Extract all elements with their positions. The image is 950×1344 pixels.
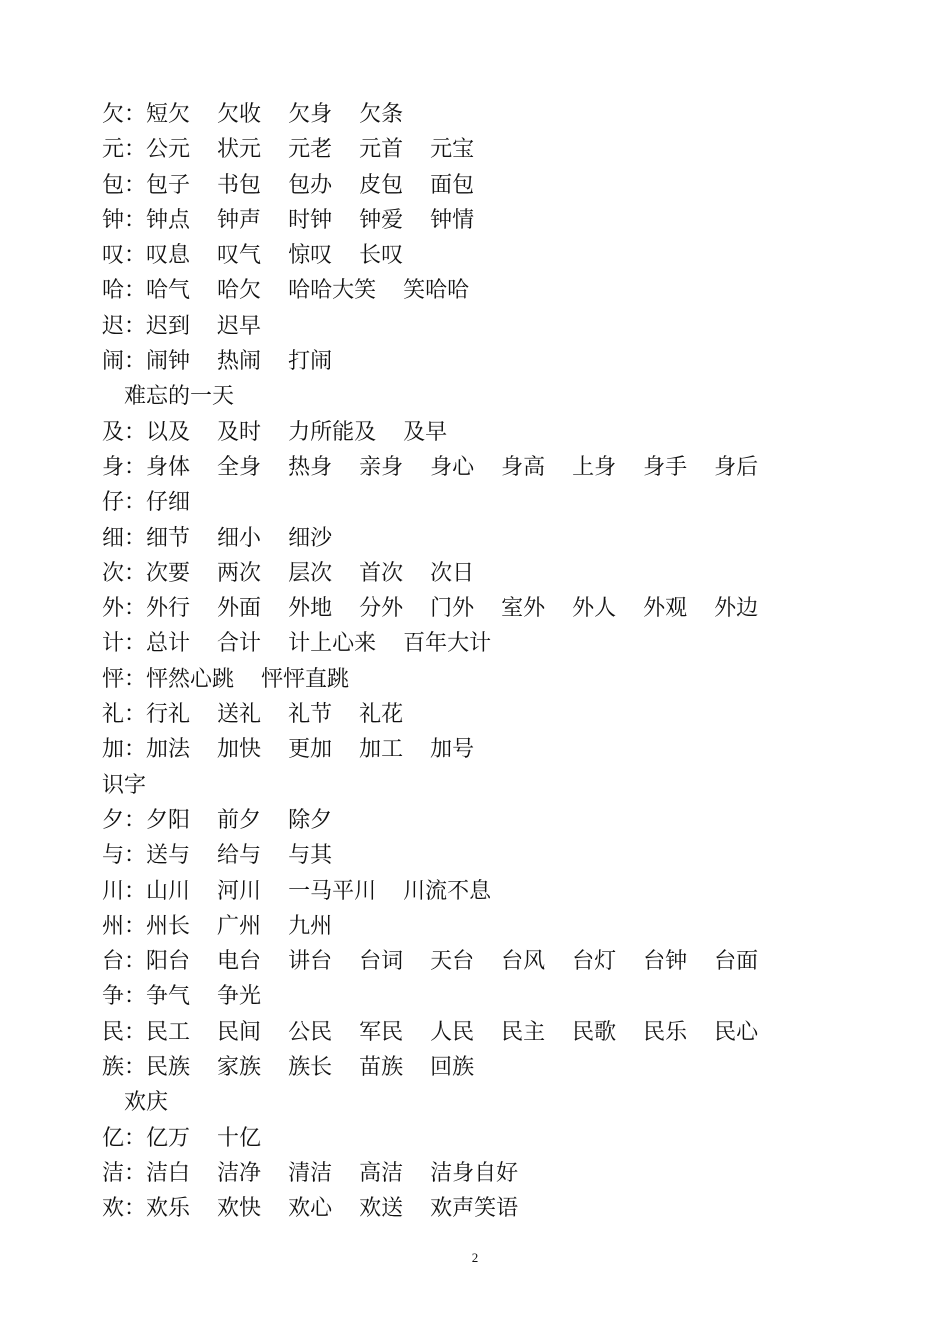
entry-separator: ：: [124, 1125, 147, 1151]
vocab-word: 次日: [430, 560, 475, 586]
vocab-word: 欢送: [359, 1196, 404, 1222]
vocab-word: 欢快: [217, 1196, 262, 1222]
entry-separator: ：: [124, 984, 147, 1010]
entry-separator: ：: [124, 349, 147, 375]
vocab-entry: [102, 168, 862, 203]
vocab-word: 送礼: [217, 702, 262, 728]
vocab-word: 欢心: [288, 1196, 333, 1222]
vocab-word: 讲台: [288, 949, 333, 975]
vocab-word: 叹气: [217, 243, 262, 269]
entry-character: 及: [102, 419, 125, 445]
vocab-word: 欠身: [288, 102, 333, 127]
entry-character: 外: [102, 596, 125, 622]
vocab-word: 皮包: [359, 172, 404, 198]
entry-character: 欠: [102, 102, 125, 127]
entry-separator: ：: [124, 949, 147, 975]
vocab-word: 清洁: [288, 1160, 333, 1186]
vocab-word: 夕阳: [146, 807, 191, 833]
vocab-word: 公民: [288, 1019, 333, 1045]
entry-character: 身: [102, 454, 125, 480]
vocab-word: 仔细: [146, 490, 191, 516]
vocab-word: 民乐: [643, 1019, 688, 1045]
vocab-word: 包子: [146, 172, 191, 198]
entry-character: 细: [102, 525, 125, 551]
vocab-word: 书包: [217, 172, 262, 198]
entry-separator: ：: [124, 737, 147, 763]
vocab-word: 河川: [217, 878, 262, 904]
vocab-word: 争光: [217, 984, 262, 1010]
entry-words: [146, 243, 430, 268]
vocab-word: 台词: [359, 949, 404, 975]
entry-character: 怦: [102, 666, 125, 692]
vocab-word: 川流不息: [403, 878, 492, 904]
vocab-word: 热闹: [217, 349, 262, 375]
vocab-word: 更加: [288, 737, 333, 763]
entry-words: [146, 561, 501, 586]
vocab-entry: [102, 485, 862, 520]
vocab-word: 台面: [714, 949, 759, 975]
vocab-entry: [102, 1156, 862, 1191]
entry-character: 川: [102, 878, 125, 904]
vocab-word: 与其: [288, 843, 333, 869]
vocab-word: 行礼: [146, 702, 191, 728]
vocab-entry: [102, 415, 862, 450]
vocab-word: 族长: [288, 1055, 333, 1081]
vocab-word: 闹钟: [146, 349, 191, 375]
entry-separator: ：: [124, 454, 147, 480]
entry-separator: ：: [124, 1055, 147, 1081]
entry-character: 礼: [102, 702, 125, 728]
entry-character: 夕: [102, 807, 125, 833]
vocab-word: 细小: [217, 525, 262, 551]
vocab-word: 争气: [146, 984, 191, 1010]
vocab-word: 民歌: [572, 1019, 617, 1045]
vocab-word: 身高: [501, 454, 546, 480]
vocab-word: 身后: [714, 454, 759, 480]
vocab-word: 山川: [146, 878, 191, 904]
vocab-word: 以及: [146, 419, 191, 445]
entry-separator: ：: [124, 913, 147, 939]
vocab-word: 前夕: [217, 807, 262, 833]
entry-separator: ：: [124, 666, 147, 692]
vocab-word: 元老: [288, 137, 333, 163]
entry-words: [146, 949, 785, 974]
vocab-word: 怦怦直跳: [261, 666, 350, 692]
vocab-word: 欢乐: [146, 1196, 191, 1222]
vocab-word: 元首: [359, 137, 404, 163]
entry-words: [146, 808, 359, 833]
entry-words: [146, 173, 501, 198]
entry-separator: ：: [124, 1160, 147, 1186]
vocab-word: 叹息: [146, 243, 191, 269]
vocab-entry: [102, 97, 862, 132]
vocab-entry: [102, 309, 862, 344]
entry-separator: ：: [124, 560, 147, 586]
vocab-word: 及早: [403, 419, 448, 445]
vocab-word: 元宝: [430, 137, 475, 163]
entry-separator: ：: [124, 702, 147, 728]
vocab-word: 外地: [288, 596, 333, 622]
vocab-word: 阳台: [146, 949, 191, 975]
vocab-entry: [102, 732, 862, 767]
vocab-word: 高洁: [359, 1160, 404, 1186]
vocab-entry: [102, 1015, 862, 1050]
vocab-word: 人民: [430, 1019, 475, 1045]
entry-words: [146, 667, 376, 692]
vocab-word: 加号: [430, 737, 475, 763]
vocab-word: 外人: [572, 596, 617, 622]
vocab-word: 民主: [501, 1019, 546, 1045]
vocab-word: 外行: [146, 596, 191, 622]
vocab-entry: [102, 909, 862, 944]
vocab-entry: [102, 662, 862, 697]
entry-words: [146, 349, 359, 374]
entry-separator: ：: [124, 525, 147, 551]
vocab-entry: [102, 556, 862, 591]
entry-character: 亿: [102, 1125, 125, 1151]
vocab-word: 洁白: [146, 1160, 191, 1186]
vocab-entry: [102, 132, 862, 167]
entry-words: [146, 1196, 545, 1221]
entry-words: [146, 843, 359, 868]
vocab-word: 台风: [501, 949, 546, 975]
vocab-word: 室外: [501, 596, 546, 622]
entry-separator: ：: [124, 102, 147, 127]
entry-words: [146, 137, 501, 162]
vocab-word: 民心: [714, 1019, 759, 1045]
vocab-word: 面包: [430, 172, 475, 198]
vocab-word: 家族: [217, 1055, 262, 1081]
vocab-word: 及时: [217, 419, 262, 445]
vocabulary-list: [102, 97, 862, 1227]
entry-separator: ：: [124, 596, 147, 622]
entry-character: 民: [102, 1019, 125, 1045]
entry-words: [146, 455, 785, 480]
entry-words: [146, 420, 474, 445]
entry-separator: ：: [124, 278, 147, 304]
entry-separator: ：: [124, 1019, 147, 1045]
vocab-word: 哈欠: [217, 278, 262, 304]
entry-separator: ：: [124, 1196, 147, 1222]
entry-words: [146, 208, 501, 233]
entry-words: [146, 1161, 545, 1186]
vocab-word: 九州: [288, 913, 333, 939]
vocab-word: 欠条: [359, 102, 404, 127]
vocab-word: 哈哈大笑: [288, 278, 377, 304]
vocab-word: 细节: [146, 525, 191, 551]
entry-separator: ：: [124, 243, 147, 269]
vocab-word: 广州: [217, 913, 262, 939]
vocab-entry: [102, 979, 862, 1014]
entry-character: 仔: [102, 490, 125, 516]
vocab-word: 长叹: [359, 243, 404, 269]
vocab-word: 加快: [217, 737, 262, 763]
vocab-word: 怦然心跳: [146, 666, 235, 692]
entry-words: [146, 1126, 288, 1151]
vocab-word: 洁净: [217, 1160, 262, 1186]
vocab-word: 除夕: [288, 807, 333, 833]
vocab-entry: [102, 838, 862, 873]
entry-character: 包: [102, 172, 125, 198]
vocab-entry: [102, 238, 862, 273]
entry-separator: ：: [124, 843, 147, 869]
vocab-entry: [102, 697, 862, 732]
entry-character: 欢: [102, 1196, 125, 1222]
entry-character: 迟: [102, 313, 125, 339]
entry-separator: ：: [124, 137, 147, 163]
entry-character: 洁: [102, 1160, 125, 1186]
entry-words: [146, 631, 518, 656]
vocab-word: 状元: [217, 137, 262, 163]
entry-words: [146, 278, 496, 303]
vocab-word: 身体: [146, 454, 191, 480]
section-heading: 识字: [102, 772, 147, 798]
vocab-word: 礼节: [288, 702, 333, 728]
vocab-entry: [102, 203, 862, 238]
entry-words: [146, 702, 430, 727]
vocab-word: 首次: [359, 560, 404, 586]
vocab-word: 百年大计: [403, 631, 492, 657]
entry-words: [146, 102, 430, 127]
vocab-word: 天台: [430, 949, 475, 975]
vocab-word: 洁身自好: [430, 1160, 519, 1186]
vocab-word: 钟情: [430, 207, 475, 233]
vocab-word: 分外: [359, 596, 404, 622]
vocab-word: 惊叹: [288, 243, 333, 269]
entry-character: 台: [102, 949, 125, 975]
vocab-word: 钟点: [146, 207, 191, 233]
entry-character: 计: [102, 631, 125, 657]
vocab-word: 民间: [217, 1019, 262, 1045]
vocab-word: 加法: [146, 737, 191, 763]
vocab-word: 细沙: [288, 525, 333, 551]
vocab-entry: [102, 944, 862, 979]
entry-character: 次: [102, 560, 125, 586]
entry-words: [146, 737, 501, 762]
entry-words: [146, 879, 518, 904]
vocab-word: 一马平川: [288, 878, 377, 904]
vocab-word: 苗族: [359, 1055, 404, 1081]
entry-separator: ：: [124, 419, 147, 445]
vocab-word: 外面: [217, 596, 262, 622]
vocab-entry: [102, 803, 862, 838]
entry-character: 元: [102, 137, 125, 163]
vocab-word: 身手: [643, 454, 688, 480]
vocab-entry: [102, 1191, 862, 1226]
vocab-word: 欠收: [217, 102, 262, 127]
entry-words: [146, 526, 359, 551]
entry-character: 钟: [102, 207, 125, 233]
entry-character: 州: [102, 913, 125, 939]
vocab-word: 门外: [430, 596, 475, 622]
vocab-entry: [102, 591, 862, 626]
vocab-word: 十亿: [217, 1125, 262, 1151]
vocab-word: 台钟: [643, 949, 688, 975]
vocab-word: 身心: [430, 454, 475, 480]
section-heading: 难忘的一天: [124, 384, 235, 410]
entry-separator: ：: [124, 490, 147, 516]
vocab-word: 总计: [146, 631, 191, 657]
vocab-word: 外观: [643, 596, 688, 622]
vocab-word: 回族: [430, 1055, 475, 1081]
vocab-word: 次要: [146, 560, 191, 586]
vocab-entry: [102, 1050, 862, 1085]
entry-character: 哈: [102, 278, 125, 304]
vocab-word: 打闹: [288, 349, 333, 375]
vocab-word: 两次: [217, 560, 262, 586]
entry-separator: ：: [124, 172, 147, 198]
vocab-word: 钟爱: [359, 207, 404, 233]
entry-words: [146, 914, 359, 939]
entry-character: 加: [102, 737, 125, 763]
vocab-word: 合计: [217, 631, 262, 657]
section-heading: 欢庆: [124, 1090, 169, 1116]
vocab-entry: [102, 450, 862, 485]
vocab-word: 送与: [146, 843, 191, 869]
entry-separator: ：: [124, 631, 147, 657]
vocab-word: 州长: [146, 913, 191, 939]
vocab-word: 迟到: [146, 313, 191, 339]
vocab-word: 钟声: [217, 207, 262, 233]
entry-character: 闹: [102, 349, 125, 375]
vocab-entry: [102, 1121, 862, 1156]
vocab-word: 电台: [217, 949, 262, 975]
vocab-entry: [102, 626, 862, 661]
vocab-word: 加工: [359, 737, 404, 763]
vocab-word: 民族: [146, 1055, 191, 1081]
vocab-word: 包办: [288, 172, 333, 198]
vocab-word: 亲身: [359, 454, 404, 480]
vocab-word: 力所能及: [288, 419, 377, 445]
entry-separator: ：: [124, 878, 147, 904]
entry-words: [146, 596, 785, 621]
entry-separator: ：: [124, 807, 147, 833]
vocab-word: 欢声笑语: [430, 1196, 519, 1222]
entry-words: [146, 1055, 501, 1080]
entry-separator: ：: [124, 313, 147, 339]
vocab-word: 亿万: [146, 1125, 191, 1151]
vocab-entry: [102, 344, 862, 379]
vocab-word: 公元: [146, 137, 191, 163]
entry-words: [146, 314, 288, 339]
entry-words: [146, 984, 288, 1009]
vocab-entry: [102, 874, 862, 909]
vocab-word: 外边: [714, 596, 759, 622]
vocab-word: 民工: [146, 1019, 191, 1045]
vocab-word: 笑哈哈: [403, 278, 470, 304]
entry-character: 叹: [102, 243, 125, 269]
entry-words: [146, 490, 217, 515]
vocab-word: 热身: [288, 454, 333, 480]
entry-character: 与: [102, 843, 125, 869]
vocab-word: 军民: [359, 1019, 404, 1045]
entry-separator: ：: [124, 207, 147, 233]
vocab-entry: [102, 273, 862, 308]
vocab-word: 礼花: [359, 702, 404, 728]
vocab-word: 上身: [572, 454, 617, 480]
vocab-word: 时钟: [288, 207, 333, 233]
vocab-word: 层次: [288, 560, 333, 586]
entry-character: 族: [102, 1055, 125, 1081]
entry-character: 争: [102, 984, 125, 1010]
vocab-word: 台灯: [572, 949, 617, 975]
vocab-word: 短欠: [146, 102, 191, 127]
vocab-word: 计上心来: [288, 631, 377, 657]
vocab-word: 迟早: [217, 313, 262, 339]
vocab-word: 给与: [217, 843, 262, 869]
vocab-word: 全身: [217, 454, 262, 480]
vocab-word: 哈气: [146, 278, 191, 304]
page-number: 2: [471, 1250, 479, 1265]
vocab-entry: [102, 521, 862, 556]
entry-words: [146, 1020, 785, 1045]
